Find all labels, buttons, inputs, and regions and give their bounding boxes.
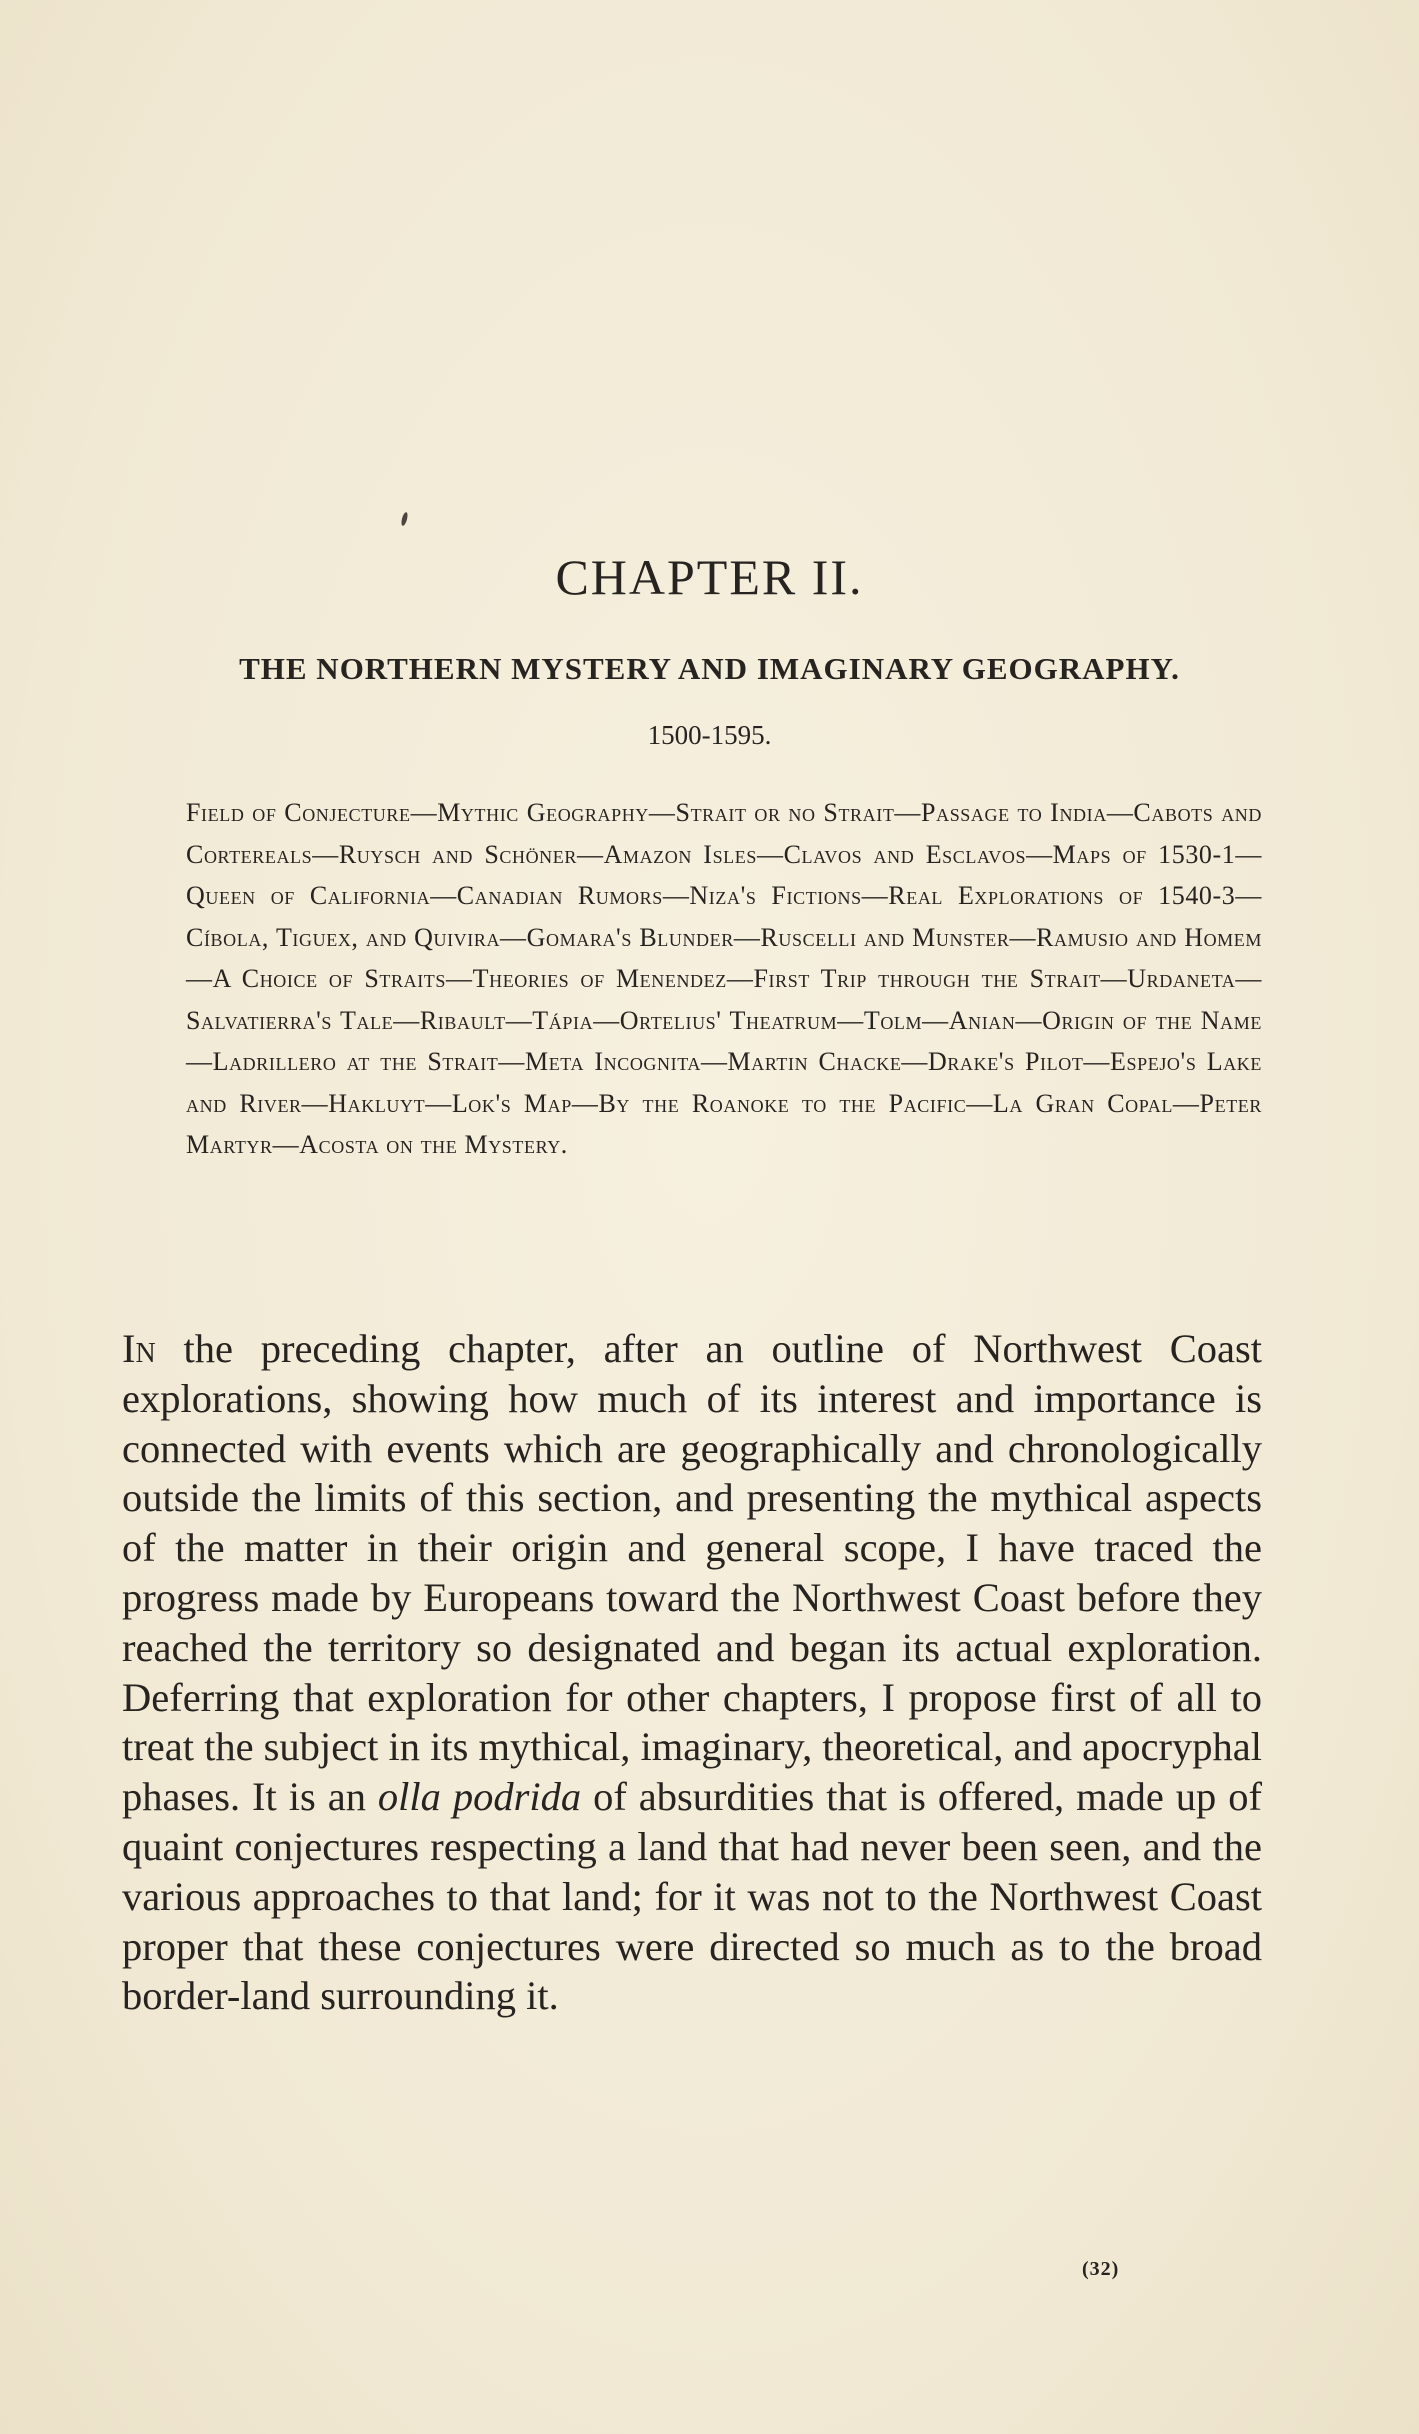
body-paragraph	[122, 1324, 1262, 2021]
chapter-dates: 1500-1595.	[647, 720, 772, 750]
body-text-part-2: of absurdities that is offered, made up of quaint conjectures respecting a land that had never been seen, and the various approaches to that land; for it was not to the Northwest Coast proper that these conjectures were directed so much as to the broad border-land surrounding it.	[122, 1774, 1262, 2019]
page-number: (32)	[1082, 2258, 1120, 2280]
body-text-part-1: the preceding chapter, after an outline of Northwest Coast explorations, showing how much of its interest and importance is connected with events which are geographically and chronologically outside the limits of this section, and presenting the mythical aspects of the matter in their origin and general scope, I have traced the progress made by Europeans toward the Northwest Coast before they reached the territory so designated and began its actual exploration. Deferring that exploration for other chapters, I propose first of all to treat the subject in its mythical, imaginary, theoretical, and apocryphal phases. It is an	[122, 1326, 1262, 1820]
ink-speck	[400, 512, 408, 527]
chapter-synopsis: Field of Conjecture—Mythic Geography—Strait or no Strait—Passage to India—Cabots and Cortereals—Ruysch and Schöner—Amazon Isles—Clavos and Esclavos—Maps of 1530-1—Queen of California—Canadian Rumors—Niza's Fictions—Real Explorations of 1540-3—Cíbola, Tiguex, and Quivira—Gomara's Blunder—Ruscelli and Munster—Ramusio and Homem—A Choice of Straits—Theories of Menendez—First Trip through the Strait—Urdaneta—Salvatierra's Tale—Ribault—Tápia—Ortelius' Theatrum—Tolm—Anian—Origin of the Name—Ladrillero at the Strait—Meta Incognita—Martin Chacke—Drake's Pilot—Espejo's Lake and River—Hakluyt—Lok's Map—By the Roanoke to the Pacific—La Gran Copal—Peter Martyr—Acosta on the Mystery.	[186, 798, 1262, 1159]
chapter-title: CHAPTER II.	[555, 549, 864, 605]
dropcap-words: In	[122, 1326, 156, 1371]
body-italic-phrase: olla podrida	[377, 1774, 582, 1820]
chapter-subtitle: THE NORTHERN MYSTERY AND IMAGINARY GEOGRAPHY.	[239, 651, 1180, 686]
